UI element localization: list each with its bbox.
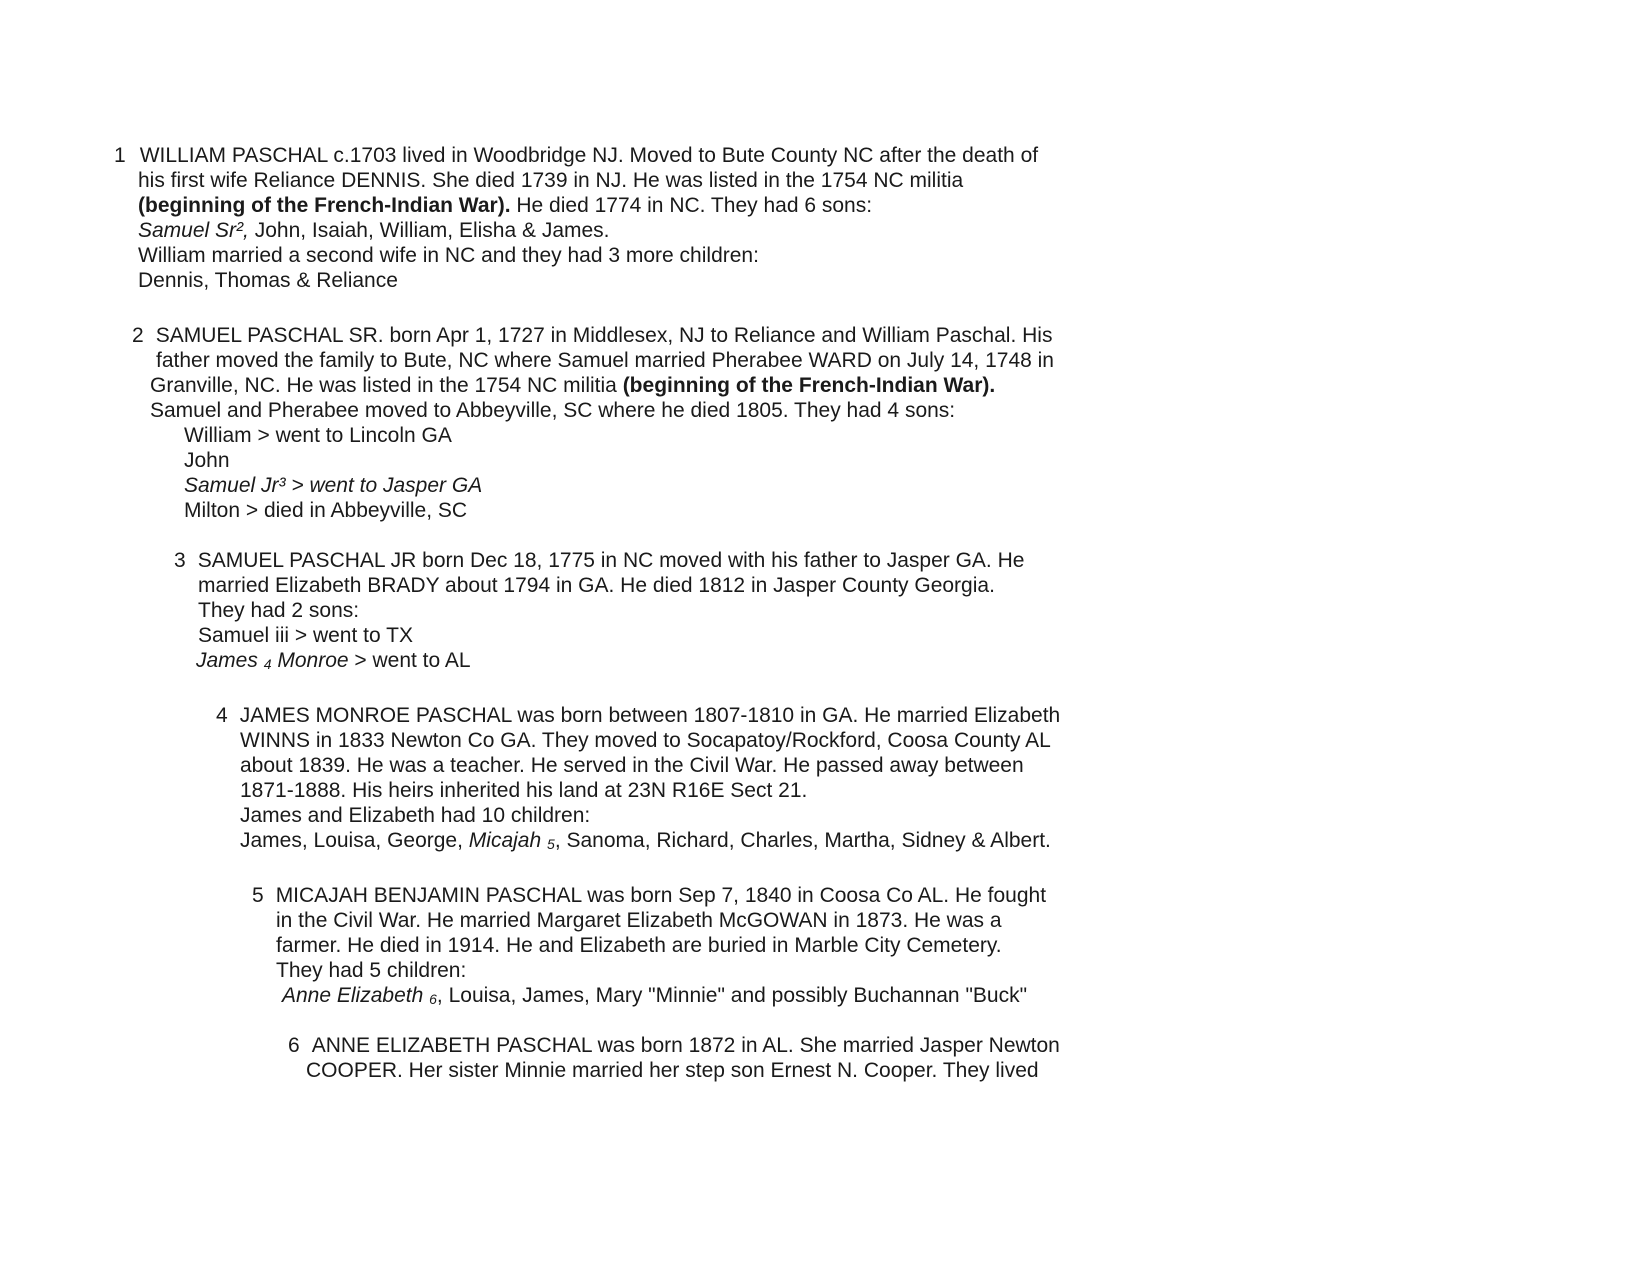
- entry-5-text: MICAJAH BENJAMIN PASCHAL was born Sep 7, 1840 in Coosa Co AL. He fought: [275, 884, 1047, 907]
- entry-1-line-5: [138, 243, 759, 269]
- entry-4-italic-text: Micajah: [468, 829, 542, 852]
- entry-1-line-3: [138, 193, 872, 219]
- entry-2-child-2: [184, 448, 230, 474]
- entry-5-text: farmer. He died in 1914. He and Elizabeth are buried in Marble City Cemetery.: [276, 934, 1002, 957]
- entry-5-italic-text: Anne Elizabeth: [282, 984, 424, 1007]
- entry-1-text: William married a second wife in NC and they had 3 more children:: [138, 244, 759, 267]
- entry-1-bold-text: (beginning of the French-Indian War).: [138, 194, 511, 217]
- generation-ref: 5: [547, 836, 555, 852]
- entry-1-text: He died 1774 in NC. They had 6 sons:: [510, 194, 873, 217]
- entry-4-text: about 1839. He was a teacher. He served in the Civil War. He passed away between: [240, 754, 1024, 777]
- entry-5-line-3: [276, 933, 1002, 959]
- entry-5-text: , Louisa, James, Mary "Minnie" and possibly Buchannan "Buck": [436, 984, 1028, 1007]
- entry-4-line-3: [240, 753, 1024, 779]
- entry-6-line-2: [306, 1058, 1039, 1084]
- entry-2-line-1: [132, 323, 1052, 349]
- entry-3-line-3: [198, 598, 359, 624]
- entry-1-line-6: [138, 268, 398, 294]
- entry-2-line-2: [156, 348, 1054, 374]
- entry-5-number: 5: [252, 884, 264, 907]
- entry-6-number: 6: [288, 1034, 300, 1057]
- generation-ref: 6: [429, 991, 437, 1007]
- entry-4-text: James, Louisa, George,: [240, 829, 469, 852]
- entry-6-text: COOPER. Her sister Minnie married her step son Ernest N. Cooper. They lived: [306, 1059, 1039, 1082]
- entry-1-line-4: [138, 218, 610, 244]
- child-name: William > went to Lincoln GA: [184, 424, 452, 447]
- entry-4-line-5: [240, 803, 590, 829]
- entry-2-child-1: [184, 423, 452, 449]
- entry-1-text: WILLIAM PASCHAL c.1703 lived in Woodbridge NJ. Moved to Bute County NC after the death of: [139, 144, 1039, 167]
- entry-2-text: SAMUEL PASCHAL SR. born Apr 1, 1727 in Middlesex, NJ to Reliance and William Paschal. His: [155, 324, 1053, 347]
- entry-6-line-1: [288, 1033, 1060, 1059]
- entry-4-line-2: [240, 728, 1051, 754]
- entry-1-line-1: [114, 143, 1038, 169]
- entry-4-line-6: [240, 828, 1051, 855]
- entry-4-text: WINNS in 1833 Newton Co GA. They moved to Socapatoy/Rockford, Coosa County AL: [240, 729, 1051, 752]
- entry-1-text: John, Isaiah, William, Elisha & James.: [248, 219, 610, 242]
- entry-4-text: 1871-1888. His heirs inherited his land at 23N R16E Sect 21.: [240, 779, 808, 802]
- entry-1-line-2: [138, 168, 963, 194]
- entry-3-line-5: [196, 648, 471, 675]
- entry-2-number: 2: [132, 324, 144, 347]
- entry-2-child-3: [184, 473, 482, 499]
- entry-3-number: 3: [174, 549, 186, 572]
- entry-2-text: Granville, NC. He was listed in the 1754 NC militia: [150, 374, 623, 397]
- entry-4-text: James and Elizabeth had 10 children:: [240, 804, 591, 827]
- entry-3-text: > went to AL: [348, 649, 471, 672]
- entry-4-line-4: [240, 778, 807, 804]
- entry-3-text: They had 2 sons:: [198, 599, 360, 622]
- entry-2-bold-text: (beginning of the French-Indian War).: [622, 374, 996, 397]
- entry-1-number: 1: [114, 144, 126, 167]
- entry-3-italic-text: Monroe: [277, 649, 349, 672]
- entry-4-line-1: [216, 703, 1060, 729]
- entry-2-child-4: [184, 498, 467, 524]
- entry-5-line-5: [282, 983, 1027, 1010]
- entry-4-text: JAMES MONROE PASCHAL was born between 1807-1810 in GA. He married Elizabeth: [239, 704, 1061, 727]
- generation-ref: 4: [263, 656, 272, 672]
- entry-5-line-2: [276, 908, 1002, 934]
- entry-1-text: his first wife Reliance DENNIS. She died 1739 in NJ. He was listed in the 1754 NC militia: [138, 169, 964, 192]
- entry-2-line-3: [150, 373, 995, 399]
- entry-2-text: Samuel and Pherabee moved to Abbeyville, SC where he died 1805. They had 4 sons:: [150, 399, 956, 422]
- entry-3-text: Samuel iii > went to TX: [198, 624, 413, 647]
- entry-3-line-4: [198, 623, 413, 649]
- entry-1-text: Dennis, Thomas & Reliance: [138, 269, 398, 292]
- entry-6-text: ANNE ELIZABETH PASCHAL was born 1872 in AL. She married Jasper Newton: [311, 1034, 1060, 1057]
- entry-5-line-1: [252, 883, 1046, 909]
- child-name-italic: Samuel Jr³ > went to Jasper GA: [184, 474, 483, 497]
- entry-4-text: , Sanoma, Richard, Charles, Martha, Sidney & Albert.: [554, 829, 1051, 852]
- entry-3-text: married Elizabeth BRADY about 1794 in GA. He died 1812 in Jasper County Georgia.: [198, 574, 995, 597]
- entry-5-text: They had 5 children:: [276, 959, 467, 982]
- entry-2-text: father moved the family to Bute, NC where Samuel married Pherabee WARD on July 14, 1748 in: [156, 349, 1054, 372]
- entry-3-line-1: [174, 548, 1024, 574]
- entry-1-italic-text: Samuel Sr²,: [138, 219, 249, 242]
- child-name: Milton > died in Abbeyville, SC: [184, 499, 468, 522]
- entry-2-line-4: [150, 398, 955, 424]
- child-name: John: [184, 449, 230, 472]
- entry-3-line-2: [198, 573, 995, 599]
- entry-3-text: SAMUEL PASCHAL JR born Dec 18, 1775 in NC moved with his father to Jasper GA. He: [197, 549, 1025, 572]
- entry-5-line-4: [276, 958, 466, 984]
- entry-5-text: in the Civil War. He married Margaret Elizabeth McGOWAN in 1873. He was a: [276, 909, 1002, 932]
- entry-4-number: 4: [216, 704, 228, 727]
- entry-3-italic-text: James: [196, 649, 258, 672]
